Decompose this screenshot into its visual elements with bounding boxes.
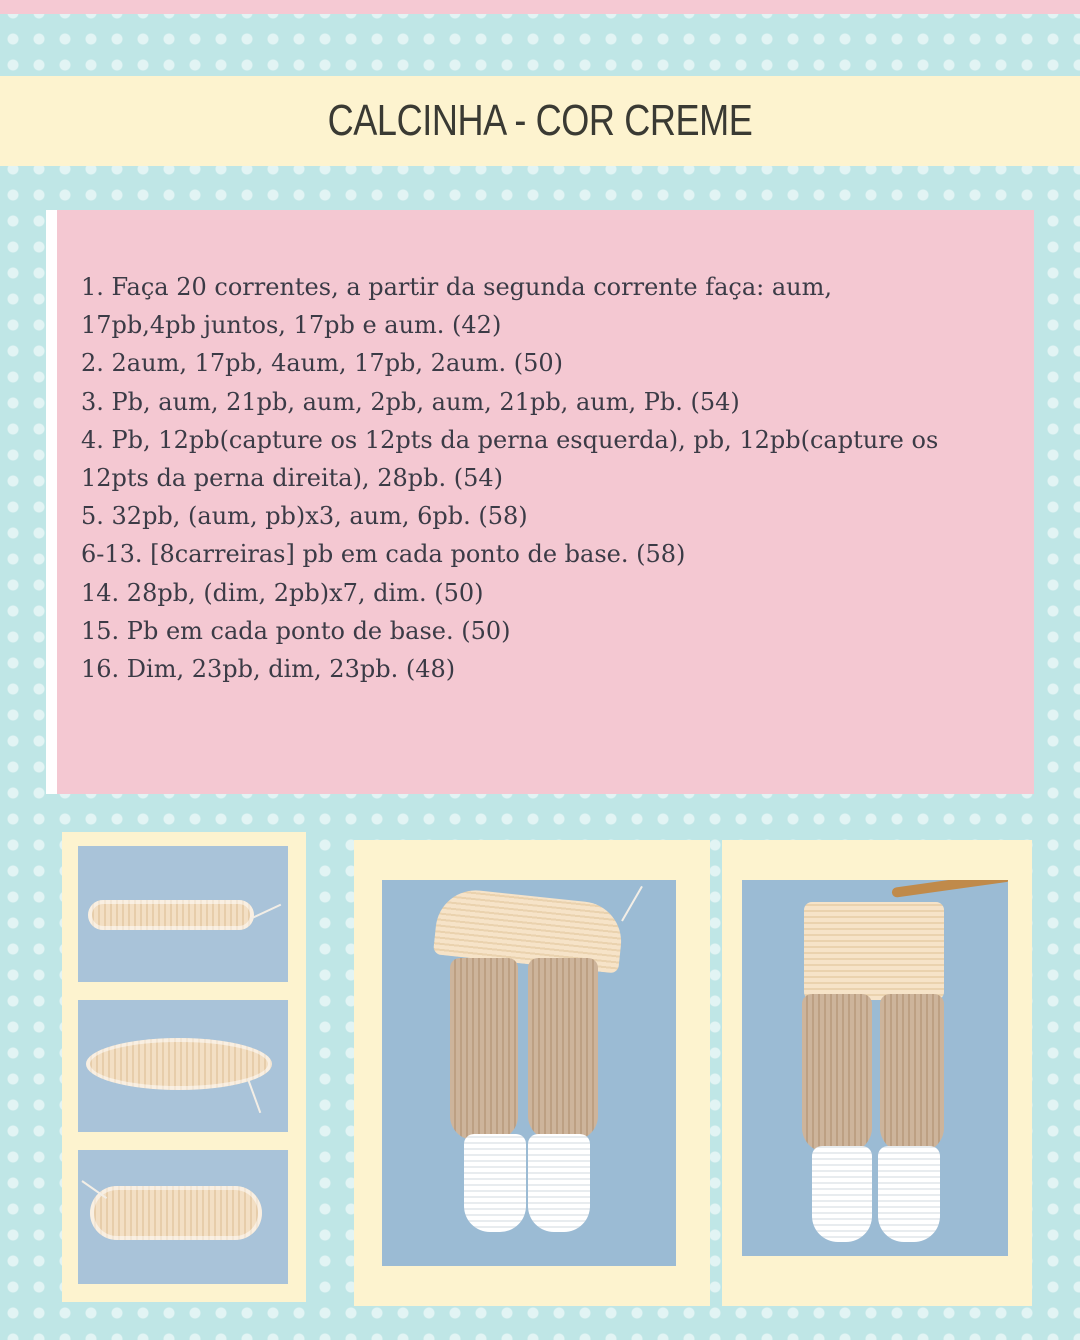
crochet-oval-image — [90, 1186, 262, 1240]
left-foot-image — [464, 1134, 526, 1232]
top-pink-strip — [0, 0, 1080, 14]
right-foot-image — [878, 1146, 940, 1242]
small-photos-frame — [62, 832, 306, 1302]
yarn-tail-image — [621, 886, 643, 922]
photo-panty-finished — [742, 880, 1008, 1256]
instruction-line: 1. Faça 20 correntes, a partir da segunda corrente faça: aum, — [81, 273, 833, 301]
page-title: CALCINHA - COR CREME — [327, 96, 753, 145]
crochet-strip-image — [88, 900, 254, 930]
instruction-line: 4. Pb, 12pb(capture os 12pts da perna esquerda), pb, 12pb(capture os — [81, 425, 939, 454]
instruction-line: 6-13. [8carreiras] pb em cada ponto de base. (58) — [81, 540, 686, 569]
photo-base-flat — [78, 1150, 288, 1284]
instruction-line: 5. 32pb, (aum, pb)x3, aum, 6pb. (58) — [81, 502, 528, 531]
instruction-line: 14. 28pb, (dim, 2pb)x7, dim. (50) — [81, 578, 484, 607]
title-banner — [0, 76, 1080, 166]
left-leg-image — [450, 958, 518, 1140]
photo-legs-joined — [382, 880, 676, 1266]
legs-photo-frame — [354, 840, 710, 1306]
instructions-card — [46, 210, 1034, 794]
left-foot-image — [812, 1146, 872, 1242]
finished-photo-frame — [722, 840, 1032, 1306]
left-leg-image — [802, 994, 872, 1152]
instruction-line: 17pb,4pb juntos, 17pb e aum. (42) — [81, 311, 502, 340]
instruction-line: 16. Dim, 23pb, dim, 23pb. (48) — [81, 655, 456, 684]
right-leg-image — [528, 958, 598, 1140]
instruction-line: 2. 2aum, 17pb, 4aum, 17pb, 2aum. (50) — [81, 349, 563, 378]
right-foot-image — [528, 1134, 590, 1232]
photo-chain-start — [78, 846, 288, 982]
panty-body-image — [804, 902, 944, 1000]
yarn-tail-image — [250, 904, 282, 920]
crochet-oval-image — [86, 1038, 272, 1090]
instruction-line: 3. Pb, aum, 21pb, aum, 2pb, aum, 21pb, aum, Pb. (54) — [81, 387, 740, 416]
photo-base-oval — [78, 1000, 288, 1132]
instruction-line: 12pts da perna direita), 28pb. (54) — [81, 464, 503, 493]
crochet-hook-image — [891, 880, 1008, 898]
instructions-list — [57, 210, 1034, 688]
instruction-line: 15. Pb em cada ponto de base. (50) — [81, 616, 511, 645]
right-leg-image — [880, 994, 944, 1152]
yarn-tail-image — [247, 1079, 261, 1114]
